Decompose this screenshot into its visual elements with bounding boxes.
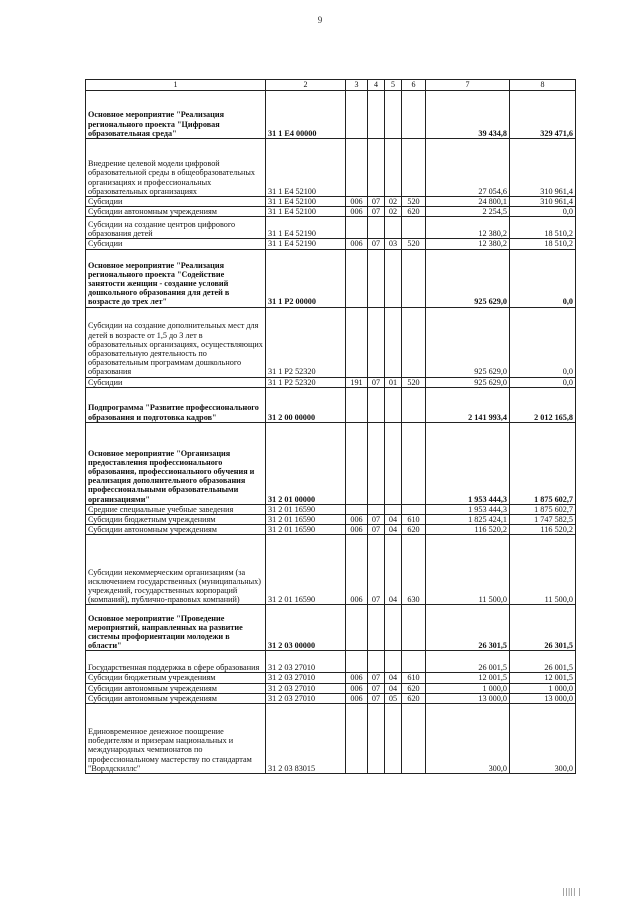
row-name-cell: Основное мероприятие "Реализация регионального проекта "Цифровая образовательная среда" [86, 91, 266, 139]
row-type-cell: 520 [402, 377, 426, 387]
row-amount-2022-cell: 116 520,2 [510, 525, 576, 535]
row-admin-cell: 006 [346, 514, 368, 524]
row-type-cell [402, 651, 426, 673]
row-admin-cell [346, 307, 368, 377]
row-amount-2022-cell: 310 961,4 [510, 139, 576, 197]
row-name-cell: Субсидии на создание центров цифрового образования детей [86, 217, 266, 239]
row-type-cell: 620 [402, 525, 426, 535]
row-section-cell [368, 703, 385, 773]
row-amount-2021-cell: 1 953 444,3 [426, 504, 510, 514]
row-code-cell: 31 1 E4 52190 [266, 217, 346, 239]
row-section-cell: 07 [368, 535, 385, 605]
row-name-cell: Субсидии автономным учреждениям [86, 207, 266, 217]
row-amount-2022-cell: 1 875 602,7 [510, 422, 576, 504]
row-section-cell: 07 [368, 239, 385, 249]
row-amount-2022-cell: 11 500,0 [510, 535, 576, 605]
row-section-cell [368, 422, 385, 504]
row-name-cell: Субсидии бюджетным учреждениям [86, 514, 266, 524]
row-subsection-cell: 03 [385, 239, 402, 249]
row-amount-2021-cell: 1 000,0 [426, 683, 510, 693]
row-code-cell: 31 2 03 27010 [266, 673, 346, 683]
row-name-cell: Внедрение целевой модели цифровой образовательной среды в общеобразовательных организациях и профессиональных образовательных организациях [86, 139, 266, 197]
table-row [86, 207, 576, 217]
row-admin-cell [346, 249, 368, 307]
table-row [86, 504, 576, 514]
row-section-cell [368, 387, 385, 422]
table-row [86, 217, 576, 239]
row-section-cell [368, 217, 385, 239]
row-admin-cell [346, 504, 368, 514]
row-amount-2021-cell: 1 953 444,3 [426, 422, 510, 504]
row-code-cell: 31 2 01 16590 [266, 514, 346, 524]
row-name-cell: Субсидии [86, 377, 266, 387]
row-admin-cell [346, 703, 368, 773]
row-amount-2021-cell: 27 054,6 [426, 139, 510, 197]
row-subsection-cell [385, 387, 402, 422]
table-row [86, 239, 576, 249]
row-amount-2022-cell: 310 961,4 [510, 197, 576, 207]
row-amount-2021-cell: 13 000,0 [426, 693, 510, 703]
row-subsection-cell: 04 [385, 525, 402, 535]
row-amount-2021-cell: 925 629,0 [426, 307, 510, 377]
table-row [86, 703, 576, 773]
table-row [86, 535, 576, 605]
header-cell: 6 [402, 80, 426, 91]
row-amount-2022-cell: 13 000,0 [510, 693, 576, 703]
row-amount-2021-cell: 2 141 993,4 [426, 387, 510, 422]
row-type-cell [402, 422, 426, 504]
row-code-cell: 31 2 01 16590 [266, 525, 346, 535]
row-code-cell: 31 1 E4 00000 [266, 91, 346, 139]
row-amount-2021-cell: 39 434,8 [426, 91, 510, 139]
table-header-row [86, 80, 576, 91]
row-subsection-cell: 01 [385, 377, 402, 387]
row-code-cell: 31 2 01 16590 [266, 504, 346, 514]
row-section-cell: 07 [368, 514, 385, 524]
row-admin-cell: 006 [346, 535, 368, 605]
row-admin-cell [346, 217, 368, 239]
row-amount-2021-cell: 2 254,5 [426, 207, 510, 217]
row-section-cell [368, 504, 385, 514]
row-type-cell: 620 [402, 693, 426, 703]
row-name-cell: Субсидии автономным учреждениям [86, 683, 266, 693]
row-amount-2021-cell: 26 301,5 [426, 605, 510, 651]
row-amount-2021-cell: 26 001,5 [426, 651, 510, 673]
row-section-cell [368, 249, 385, 307]
row-subsection-cell [385, 605, 402, 651]
row-type-cell [402, 504, 426, 514]
row-type-cell [402, 605, 426, 651]
row-section-cell [368, 139, 385, 197]
row-section-cell [368, 91, 385, 139]
row-admin-cell [346, 651, 368, 673]
row-amount-2021-cell: 300,0 [426, 703, 510, 773]
row-code-cell: 31 1 E4 52100 [266, 197, 346, 207]
row-subsection-cell: 04 [385, 514, 402, 524]
row-type-cell [402, 703, 426, 773]
row-code-cell: 31 2 03 27010 [266, 683, 346, 693]
row-amount-2022-cell: 2 012 165,8 [510, 387, 576, 422]
row-subsection-cell: 02 [385, 197, 402, 207]
row-type-cell: 620 [402, 207, 426, 217]
row-amount-2022-cell: 0,0 [510, 207, 576, 217]
row-code-cell: 31 2 01 16590 [266, 535, 346, 605]
row-amount-2022-cell: 26 301,5 [510, 605, 576, 651]
row-code-cell: 31 1 E4 52190 [266, 239, 346, 249]
header-cell: 2 [266, 80, 346, 91]
table-row [86, 673, 576, 683]
table-row [86, 91, 576, 139]
table-row [86, 525, 576, 535]
row-admin-cell: 006 [346, 673, 368, 683]
row-code-cell: 31 2 03 27010 [266, 651, 346, 673]
row-code-cell: 31 2 03 00000 [266, 605, 346, 651]
row-subsection-cell: 04 [385, 535, 402, 605]
row-amount-2022-cell: 1 747 582,5 [510, 514, 576, 524]
row-admin-cell [346, 605, 368, 651]
row-subsection-cell: 04 [385, 683, 402, 693]
row-name-cell: Единовременное денежное поощрение победителям и призерам национальных и международных чемпионатов по профессиональному мастерству по стандартам "Ворлдскиллс" [86, 703, 266, 773]
row-admin-cell: 006 [346, 525, 368, 535]
row-section-cell: 07 [368, 197, 385, 207]
row-amount-2022-cell: 12 001,5 [510, 673, 576, 683]
row-type-cell [402, 217, 426, 239]
row-section-cell: 07 [368, 377, 385, 387]
table-row [86, 514, 576, 524]
row-amount-2022-cell: 0,0 [510, 249, 576, 307]
row-amount-2022-cell: 1 000,0 [510, 683, 576, 693]
table-row [86, 197, 576, 207]
row-subsection-cell: 04 [385, 673, 402, 683]
row-admin-cell: 006 [346, 207, 368, 217]
row-code-cell: 31 2 03 27010 [266, 693, 346, 703]
row-code-cell: 31 2 03 83015 [266, 703, 346, 773]
row-section-cell: 07 [368, 683, 385, 693]
row-name-cell: Субсидии автономным учреждениям [86, 693, 266, 703]
table-row [86, 605, 576, 651]
row-amount-2021-cell: 11 500,0 [426, 535, 510, 605]
header-cell: 3 [346, 80, 368, 91]
row-amount-2022-cell: 300,0 [510, 703, 576, 773]
row-type-cell: 610 [402, 514, 426, 524]
row-type-cell [402, 91, 426, 139]
row-amount-2021-cell: 116 520,2 [426, 525, 510, 535]
row-section-cell: 07 [368, 207, 385, 217]
row-subsection-cell [385, 703, 402, 773]
row-subsection-cell [385, 422, 402, 504]
row-type-cell: 620 [402, 683, 426, 693]
table-row [86, 377, 576, 387]
row-admin-cell: 006 [346, 683, 368, 693]
row-admin-cell [346, 91, 368, 139]
header-cell: 8 [510, 80, 576, 91]
row-amount-2022-cell: 329 471,6 [510, 91, 576, 139]
row-section-cell [368, 307, 385, 377]
row-name-cell: Подпрограмма "Развитие профессионального образования и подготовка кадров" [86, 387, 266, 422]
row-amount-2021-cell: 1 825 424,1 [426, 514, 510, 524]
row-subsection-cell: 05 [385, 693, 402, 703]
header-cell: 1 [86, 80, 266, 91]
row-type-cell [402, 307, 426, 377]
row-amount-2022-cell: 18 510,2 [510, 217, 576, 239]
row-subsection-cell [385, 651, 402, 673]
row-code-cell: 31 1 E4 52100 [266, 139, 346, 197]
row-type-cell [402, 139, 426, 197]
row-admin-cell: 191 [346, 377, 368, 387]
row-type-cell: 610 [402, 673, 426, 683]
row-section-cell: 07 [368, 673, 385, 683]
page-number: 9 [317, 15, 323, 25]
row-admin-cell: 006 [346, 693, 368, 703]
row-code-cell: 31 1 P2 52320 [266, 307, 346, 377]
row-subsection-cell [385, 307, 402, 377]
budget-table [85, 79, 576, 774]
table-row [86, 387, 576, 422]
row-amount-2021-cell: 925 629,0 [426, 377, 510, 387]
row-amount-2022-cell: 0,0 [510, 307, 576, 377]
row-type-cell [402, 249, 426, 307]
row-code-cell: 31 1 P2 52320 [266, 377, 346, 387]
row-amount-2022-cell: 0,0 [510, 377, 576, 387]
row-type-cell: 520 [402, 239, 426, 249]
row-subsection-cell [385, 91, 402, 139]
row-subsection-cell [385, 217, 402, 239]
table-row [86, 693, 576, 703]
row-name-cell: Субсидии [86, 239, 266, 249]
header-cell: 7 [426, 80, 510, 91]
header-cell: 5 [385, 80, 402, 91]
row-code-cell: 31 2 01 00000 [266, 422, 346, 504]
row-admin-cell [346, 387, 368, 422]
table-row [86, 249, 576, 307]
row-name-cell: Субсидии бюджетным учреждениям [86, 673, 266, 683]
row-code-cell: 31 1 E4 52100 [266, 207, 346, 217]
table-row [86, 683, 576, 693]
table-row [86, 139, 576, 197]
row-name-cell: Государственная поддержка в сфере образования [86, 651, 266, 673]
row-amount-2021-cell: 24 800,1 [426, 197, 510, 207]
row-amount-2022-cell: 18 510,2 [510, 239, 576, 249]
row-name-cell: Основное мероприятие "Проведение мероприятий, направленных на развитие системы профориентации молодежи в области" [86, 605, 266, 651]
row-admin-cell [346, 139, 368, 197]
row-amount-2021-cell: 12 380,2 [426, 217, 510, 239]
table-row [86, 307, 576, 377]
row-name-cell: Субсидии автономным учреждениям [86, 525, 266, 535]
table-row [86, 422, 576, 504]
row-name-cell: Средние специальные учебные заведения [86, 504, 266, 514]
row-amount-2021-cell: 12 380,2 [426, 239, 510, 249]
footer-mark: ||||| | [563, 887, 582, 896]
row-section-cell: 07 [368, 525, 385, 535]
row-code-cell: 31 1 P2 00000 [266, 249, 346, 307]
row-section-cell: 07 [368, 693, 385, 703]
row-amount-2021-cell: 925 629,0 [426, 249, 510, 307]
header-cell: 4 [368, 80, 385, 91]
row-admin-cell: 006 [346, 197, 368, 207]
table-row [86, 651, 576, 673]
row-amount-2021-cell: 12 001,5 [426, 673, 510, 683]
row-admin-cell: 006 [346, 239, 368, 249]
row-name-cell: Основное мероприятие "Реализация регионального проекта "Содействие занятости женщин - создание условий дошкольного образования для детей в возрасте до трех лет" [86, 249, 266, 307]
row-amount-2022-cell: 1 875 602,7 [510, 504, 576, 514]
row-name-cell: Основное мероприятие "Организация предоставления профессионального образования, профессионального обучения и реализация дополнительного образования профессиональными образовательными организациями" [86, 422, 266, 504]
row-admin-cell [346, 422, 368, 504]
row-subsection-cell [385, 504, 402, 514]
row-name-cell: Субсидии на создание дополнительных мест для детей в возрасте от 1,5 до 3 лет в образовательных организациях, осуществляющих образовательную деятельность по образовательным программам дошкольного образования [86, 307, 266, 377]
row-amount-2022-cell: 26 001,5 [510, 651, 576, 673]
row-type-cell: 630 [402, 535, 426, 605]
row-subsection-cell: 02 [385, 207, 402, 217]
row-section-cell [368, 605, 385, 651]
row-type-cell [402, 387, 426, 422]
row-subsection-cell [385, 139, 402, 197]
row-name-cell: Субсидии некоммерческим организациям (за исключением государственных (муниципальных) учреждений, государственных корпораций (компаний), публично-правовых компаний) [86, 535, 266, 605]
row-type-cell: 520 [402, 197, 426, 207]
row-name-cell: Субсидии [86, 197, 266, 207]
row-subsection-cell [385, 249, 402, 307]
row-section-cell [368, 651, 385, 673]
row-code-cell: 31 2 00 00000 [266, 387, 346, 422]
